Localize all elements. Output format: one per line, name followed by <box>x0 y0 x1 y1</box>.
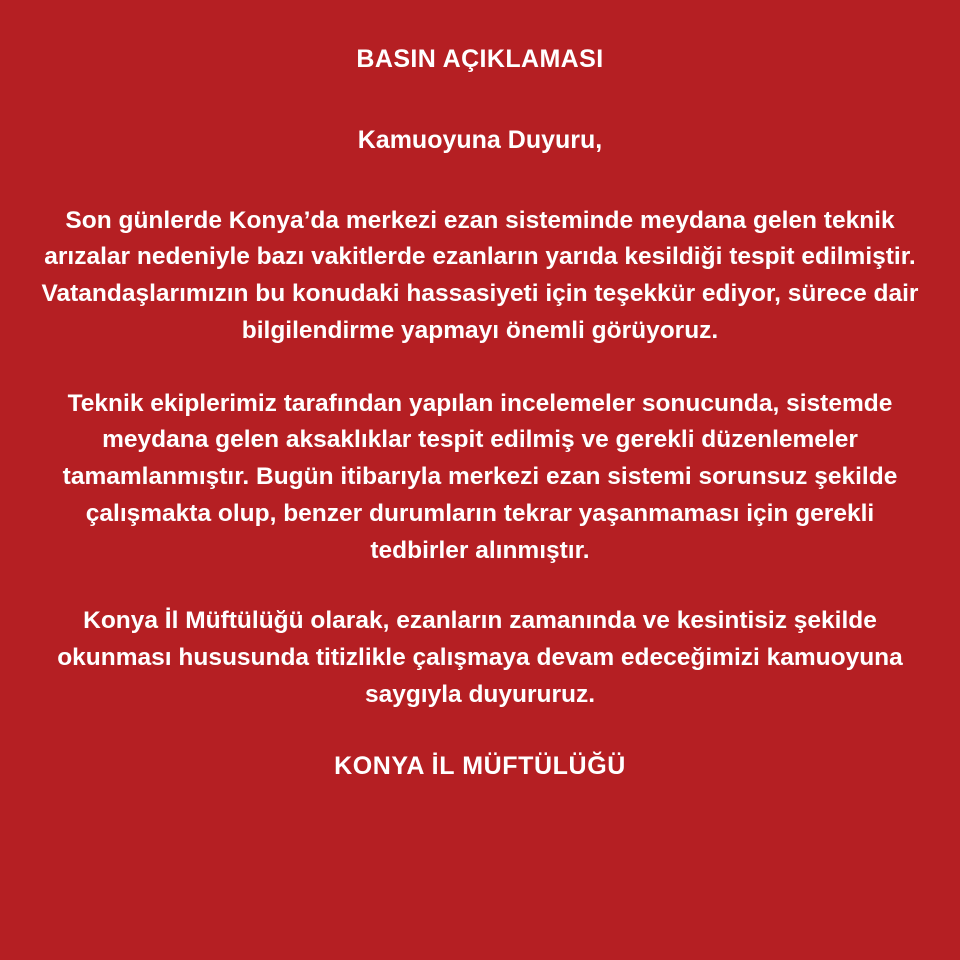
paragraph-1: Son günlerde Konya’da merkezi ezan sisteminde meydana gelen teknik arızalar nedeniyle bazı vakitlerde ezanların yarıda kesildiği tespit edilmiştir. Vatandaşlarımızın bu konudaki hassasiyeti için teşekkür ediyor, sürece dair bilgilendirme yapmayı önemli görüyoruz. <box>41 206 919 344</box>
page-title: BASIN AÇIKLAMASI <box>356 45 604 73</box>
signature: KONYA İL MÜFTÜLÜĞÜ <box>334 751 626 780</box>
paragraph-3: Konya İl Müftülüğü olarak, ezanların zamanında ve kesintisiz şekilde okunması hususunda titizlikle çalışmaya devam edeceğimizi kamuoyuna saygıyla duyururuz. <box>57 607 903 708</box>
paragraph-2: Teknik ekiplerimiz tarafından yapılan incelemeler sonucunda, sistemde meydana gelen aksaklıklar tespit edilmiş ve gerekli düzenlemeler tamamlanmıştır. Bugün itibarıyla merkezi ezan sistemi sorunsuz şekilde çalışmakta olup, benzer durumların tekrar yaşanmaması için gerekli tedbirler alınmıştır. <box>62 389 898 564</box>
salutation: Kamuoyuna Duyuru, <box>357 126 603 155</box>
